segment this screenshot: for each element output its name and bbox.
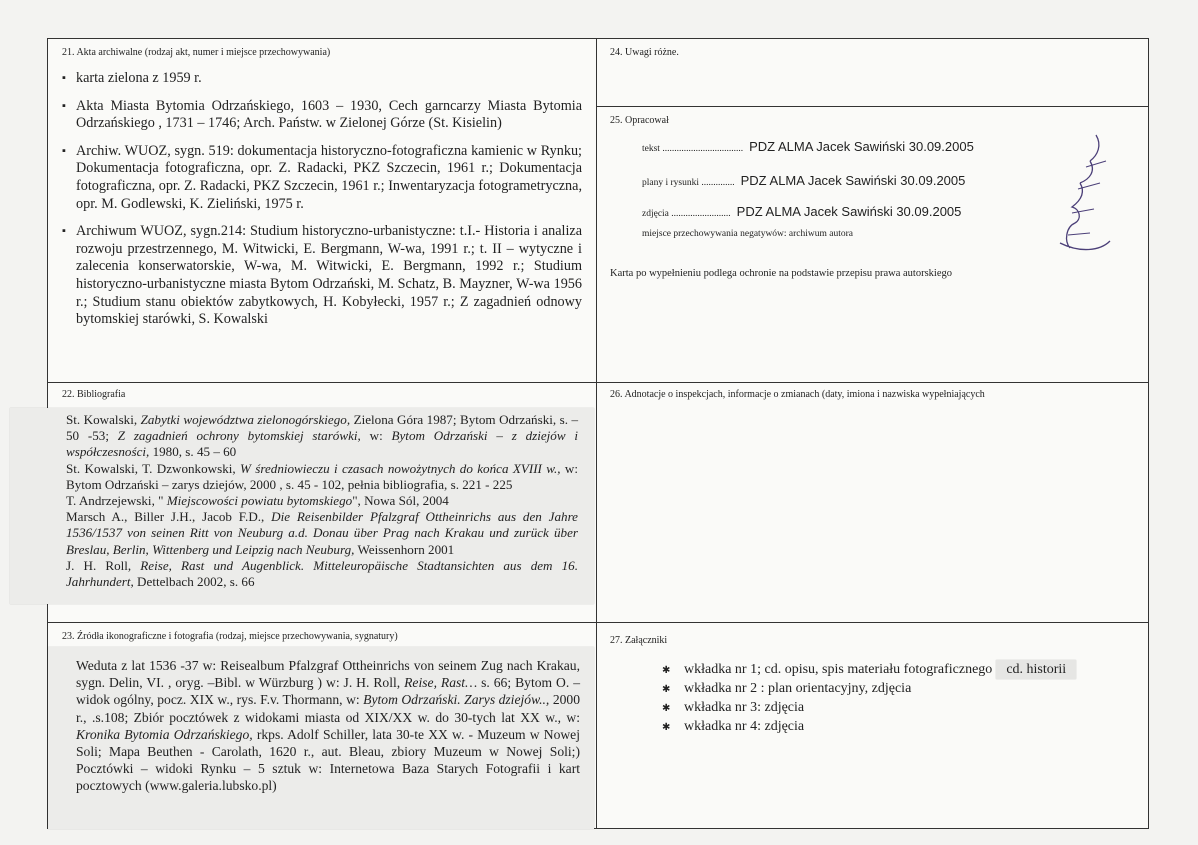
prepared-row-label: plany i rysunki .............. [642, 178, 735, 188]
prepared-row-value: PDZ ALMA Jacek Sawiński 30.09.2005 [736, 204, 962, 219]
archival-records-list [62, 70, 582, 329]
section-27-attachments [610, 635, 1140, 736]
prepared-text-row [642, 139, 974, 154]
attachment-item: ✱ wkładka nr 4: zdjęcia [662, 717, 1140, 736]
record-card-form [47, 38, 1149, 829]
archival-record-item: ▪ karta zielona z 1959 r. [62, 70, 582, 88]
bibliography-entry: J. H. Roll, Reise, Rast und Augenblick. Mitteleuropäische Stadtansichten aus dem 16. Jahrhundert, Dettelbach 2002, s. 66 [66, 557, 579, 590]
prepared-row-value: PDZ ALMA Jacek Sawiński 30.09.2005 [740, 173, 966, 188]
bibliography-pasted-slip [10, 408, 594, 604]
archival-record-item: ▪ Archiwum WUOZ, sygn.214: Studium historyczno-urbanistyczne: t.I.- Historia i analiza rozwoju przestrzennego, M. Witwicki, E. Bergmann, W-wa, 1991 r.; t. II – wytyczne i zalecenia konserwatorskie, W-wa, M. Witwicki, E. Bergmann, 1992 r.; Studium historyczno-urbanistyczne miasta Bytom Odrzański, M. Schatz, B. Mayzner, W-wa 1956 r.; Studium stanu obiektów zabytkowych, H. Kobyłecki, 1957 r.; Z zagadnień odnowy bytomskiej starówki, S. Kowalski [62, 223, 582, 329]
attachment-item: ✱ wkładka nr 2 : plan orientacyjny, zdjęcia [662, 679, 1140, 698]
section-23-iconographic-sources [62, 631, 582, 642]
archival-record-item: ▪ Archiw. WUOZ, sygn. 519: dokumentacja historyczno-fotograficzna kamienic w Rynku; Dokumentacja fotograficzna, opr. Z. Radacki, PKZ Szczecin, 1961 r.; Dokumentacja fotograficzna, opr. Z. Radacki, PKZ Szczecin, 1961 r.; Inwentaryzacja fotogrametryczna, opr. M. Godlewski, K. Zieliński, 1975 r. [62, 143, 582, 213]
prepared-photos-row [642, 204, 961, 219]
continued-history-slip: cd. historii [996, 660, 1076, 679]
section-26-inspection-notes [610, 389, 1140, 400]
copyright-note: Karta po wypełnieniu podlega ochronie na podstawie przepisu prawa autorskiego [610, 268, 953, 279]
prepared-row-label: tekst .................................. [642, 144, 744, 154]
section-24-header: 24. Uwagi różne. [610, 47, 679, 58]
bibliography-entry: St. Kowalski, T. Dzwonkowski, W średniowieczu i czasach nowożytnych do końca XVIII w., w: Bytom Odrzański – zarys dziejów, 2000 , s. 45 - 102, pełnia bibliografia, s. 221 - 225 [66, 460, 578, 492]
iconographic-sources-text: Weduta z lat 1536 -37 w: Reisealbum Pfalzgraf Ottheinrichs von seinem Zug nach Krakau, sygn. Delin, VI. , oryg. –Bibl. w Würzburg ) w: J. H. Roll, Reise, Rast… s. 66; Bytom O. – widok ogólny, pocz. XIX w., rys. F.v. Thormann, w: Bytom Odrzański. Zarys dziejów.., 2000 r., .s.108; Zbiór pocztówek z widokami miasta od XIX/XX w. do 30-tych lat XX w., w: Kronika Bytomia Odrzańskiego, rkps. Adolf Schiller, lata 30-te XX w. - Muzeum w Nowej Soli; Mapa Beuthen - Carolath, 1620 r., aut. Bleau, zbiory Muzeum w Nowej Soli;) Pocztówki – widoki Rynku – 5 sztuk w: Internetowa Baza Starych Fotografii i kart pocztowych (www.galeria.lubsko.pl) [76, 658, 581, 794]
section-23-header: 23. Źródła ikonograficzne i fotografia (rodzaj, miejsce przechowywania, sygnatury) [62, 631, 398, 642]
prepared-drawings-row [642, 173, 965, 188]
section-22-bibliography [62, 389, 582, 400]
section-25-prepared-by [610, 115, 1140, 375]
divider-row-2 [48, 382, 1148, 383]
section-26-header: 26. Adnotacje o inspekcjach, informacje o zmianach (daty, imiona i nazwiska wypełniających [610, 389, 985, 400]
bibliography-entry: T. Andrzejewski, " Miejscowości powiatu bytomskiego", Nowa Sól, 2004 [66, 493, 449, 509]
bibliography-entry: Marsch A., Biller J.H., Jacob F.D., Die Reisenbilder Pfalzgraf Ottheinrichs aus den Jahre 1536/1537 von seinen Ritt von Neuburg a.d. Donau über Prag nach Krakau und zurück über Breslau, Berlin, Wittenberg und Leipzig nach Neuburg, Weissenhorn 2001 [66, 509, 578, 557]
attachment-item: ✱ wkładka nr 1; cd. opisu, spis materiału fotograficznego cd. historii [662, 660, 1140, 679]
archival-record-item: ▪ Akta Miasta Bytomia Odrzańskiego, 1603 – 1930, Cech garncarzy Miasta Bytomia Odrzańskiego , 1731 – 1746; Arch. Państw. w Zielonej Górze (St. Kisielin) [62, 98, 582, 133]
handwritten-signature [1050, 123, 1130, 263]
column-divider [596, 39, 597, 828]
section-25-header: 25. Opracował [610, 115, 669, 126]
attachment-item: ✱ wkładka nr 3: zdjęcia [662, 698, 1140, 717]
section-24-remarks [610, 47, 1130, 58]
negatives-storage: miejsce przechowywania negatywów: archiwum autora [642, 229, 854, 239]
iconographic-pasted-slip [48, 647, 594, 829]
divider-24-25 [596, 106, 1148, 107]
section-21-archival-records [62, 47, 582, 339]
section-21-header: 21. Akta archiwalne (rodzaj akt, numer i miejsce przechowywania) [62, 47, 331, 58]
divider-row-3 [48, 622, 1148, 623]
section-27-header: 27. Załączniki [610, 635, 668, 646]
attachments-list [662, 660, 1140, 736]
prepared-row-label: zdjęcia ......................... [642, 209, 731, 219]
bibliography-entry: St. Kowalski, Zabytki województwa zielonogórskiego, Zielona Góra 1987; Bytom Odrzański, s. – 50 -53; Z zagadnień ochrony bytomskiej starówki, w: Bytom Odrzański – z dziejów i współczesności, 1980, s. 45 – 60 [66, 412, 579, 460]
section-22-header: 22. Bibliografia [62, 389, 126, 400]
prepared-row-value: PDZ ALMA Jacek Sawiński 30.09.2005 [749, 139, 974, 154]
